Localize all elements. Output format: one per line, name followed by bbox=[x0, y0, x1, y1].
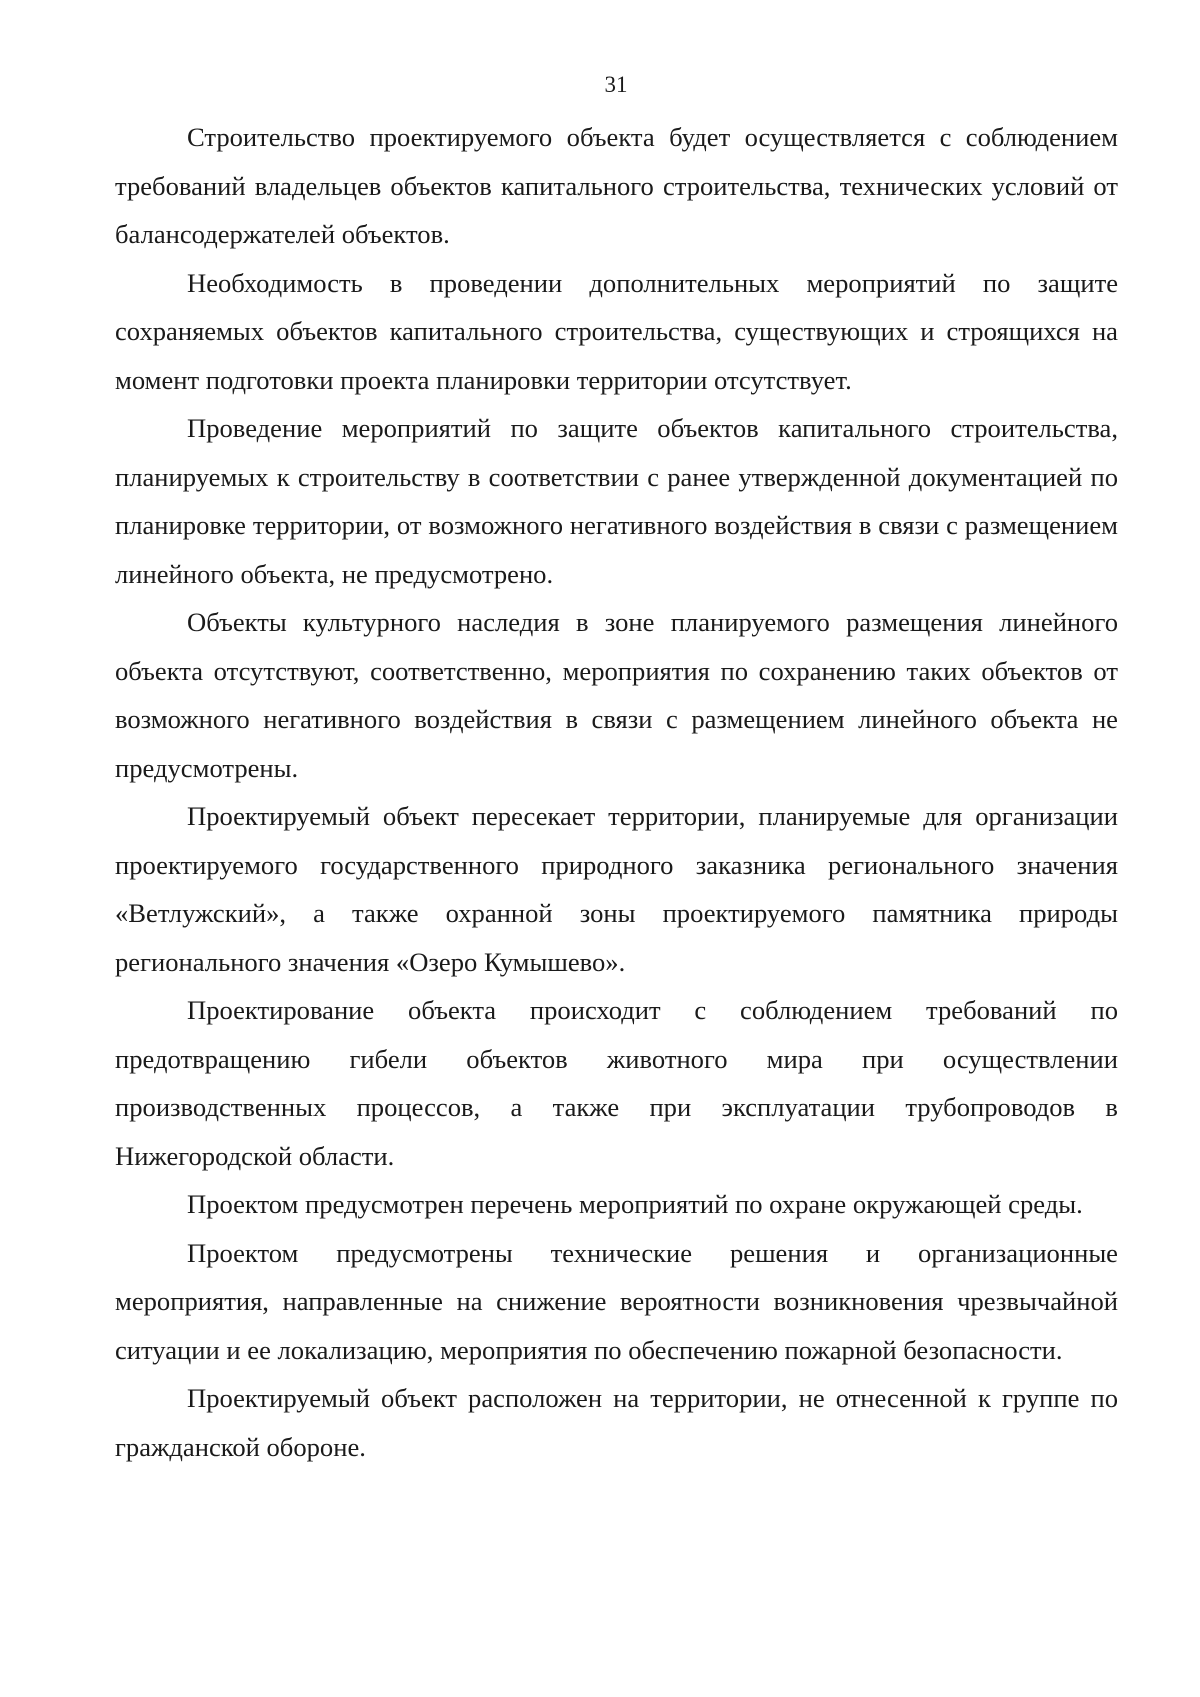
paragraph-protection-not-needed: Необходимость в проведении дополнительных мероприятий по защите сохраняемых объектов капитального строительства, существующих и строящихся на момент подготовки проекта планировки территории отсутствует. bbox=[115, 267, 1118, 395]
document-body bbox=[115, 113, 1118, 1471]
paragraph-cultural-heritage: Объекты культурного наследия в зоне планируемого размещения линейного объекта отсутствуют, соответственно, мероприятия по сохранению таких объектов от возможного негативного воздействия в связи с размещением линейного объекта не предусмотрены. bbox=[115, 607, 1118, 783]
paragraph-construction-requirements: Строительство проектируемого объекта будет осуществляется с соблюдением требований владельцев объектов капитального строительства, технических условий от балансодержателей объектов. bbox=[115, 122, 1118, 249]
paragraph-civil-defense: Проектируемый объект расположен на территории, не отнесенной к группе по гражданской обороне. bbox=[115, 1383, 1118, 1462]
paragraph-wildlife-protection: Проектирование объекта происходит с соблюдением требований по предотвращению гибели объектов животного мира при осуществлении производственных процессов, а также при эксплуатации трубопроводов в Нижегородской области. bbox=[115, 995, 1118, 1171]
paragraph-environmental-measures: Проектом предусмотрен перечень мероприятий по охране окружающей среды. bbox=[187, 1189, 1083, 1219]
paragraph-planned-objects-protection: Проведение мероприятий по защите объектов капитального строительства, планируемых к строительству в соответствии с ранее утвержденной документацией по планировке территории, от возможного негативного воздействия в связи с размещением линейного объекта, не предусмотрено. bbox=[115, 413, 1118, 589]
page-number: 31 bbox=[604, 72, 628, 97]
paragraph-nature-reserve: Проектируемый объект пересекает территории, планируемые для организации проектируемого государственного природного заказника регионального значения «Ветлужский», а также охранной зоны проектируемого памятника природы регионального значения «Озеро Кумышево». bbox=[115, 801, 1118, 977]
paragraph-emergency-fire-safety: Проектом предусмотрены технические решения и организационные мероприятия, направленные на снижение вероятности возникновения чрезвычайной ситуации и ее локализацию, мероприятия по обеспечению пожарной безопасности. bbox=[115, 1237, 1118, 1365]
